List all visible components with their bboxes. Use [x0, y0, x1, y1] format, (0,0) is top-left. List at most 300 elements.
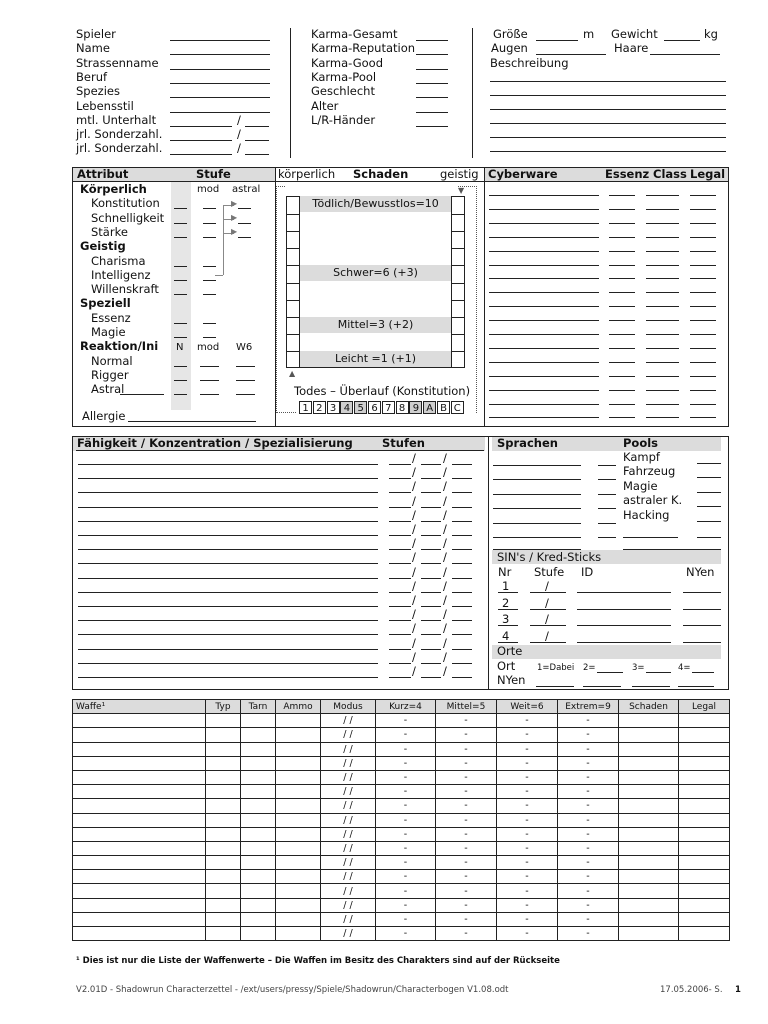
cyberware-essence-field[interactable] — [609, 265, 635, 266]
cyberware-class-field[interactable] — [646, 209, 679, 210]
weapon-cell[interactable] — [206, 856, 241, 870]
description-line[interactable] — [490, 81, 726, 82]
weapon-cell[interactable]: - — [497, 770, 558, 784]
cyberware-essence-field[interactable] — [609, 320, 635, 321]
pool-field[interactable] — [697, 506, 721, 507]
cyberware-class-field[interactable] — [646, 223, 679, 224]
attribute-n-field[interactable] — [174, 223, 187, 224]
language-level-field[interactable] — [598, 494, 616, 495]
reaction-mod-field[interactable] — [200, 394, 219, 395]
skill-level-field[interactable] — [389, 677, 411, 678]
skill-level-field[interactable] — [389, 521, 411, 522]
weapon-cell[interactable] — [206, 799, 241, 813]
weapon-cell[interactable] — [619, 813, 679, 827]
weapon-cell[interactable]: - — [497, 728, 558, 742]
cyberware-legal-field[interactable] — [690, 362, 716, 363]
weapon-cell[interactable] — [73, 728, 206, 742]
weapon-cell[interactable]: - — [436, 813, 497, 827]
attribute-astral-field[interactable] — [238, 223, 251, 224]
language-level-field[interactable] — [598, 508, 616, 509]
cyberware-essence-field[interactable] — [609, 334, 635, 335]
weapon-cell[interactable] — [679, 870, 730, 884]
weapon-cell[interactable]: - — [558, 756, 619, 770]
skill-field[interactable] — [78, 578, 378, 579]
weapon-cell[interactable] — [206, 912, 241, 926]
weapon-cell[interactable]: - — [376, 756, 436, 770]
sin-level-field[interactable] — [530, 625, 566, 626]
cyberware-legal-field[interactable] — [690, 320, 716, 321]
damage-box[interactable] — [452, 214, 464, 215]
weapon-cell[interactable] — [276, 870, 321, 884]
reaction-w6-field[interactable] — [236, 366, 255, 367]
cyberware-name-field[interactable] — [489, 237, 599, 238]
weapon-cell[interactable]: - — [376, 884, 436, 898]
cyberware-name-field[interactable] — [489, 292, 599, 293]
language-level-field[interactable] — [598, 537, 616, 538]
weapon-cell[interactable] — [73, 799, 206, 813]
cyberware-name-field[interactable] — [489, 348, 599, 349]
ort-field[interactable] — [646, 672, 671, 673]
weapon-cell[interactable] — [241, 912, 276, 926]
weapon-cell[interactable]: / / — [321, 813, 376, 827]
weapon-cell[interactable] — [619, 770, 679, 784]
weapon-cell[interactable]: - — [436, 770, 497, 784]
weapon-cell[interactable]: - — [497, 799, 558, 813]
weight-field[interactable] — [664, 40, 700, 41]
description-line[interactable] — [490, 151, 726, 152]
language-field[interactable] — [493, 523, 581, 524]
weapon-cell[interactable]: - — [376, 927, 436, 941]
damage-box[interactable] — [287, 283, 299, 284]
cyberware-essence-field[interactable] — [609, 292, 635, 293]
weapon-cell[interactable]: / / — [321, 785, 376, 799]
weapon-cell[interactable] — [206, 841, 241, 855]
skill-field[interactable] — [78, 464, 378, 465]
weapon-cell[interactable]: / / — [321, 927, 376, 941]
cyberware-essence-field[interactable] — [609, 237, 635, 238]
attribute-mod-field[interactable] — [203, 323, 216, 324]
weapon-cell[interactable] — [276, 728, 321, 742]
weapon-cell[interactable]: - — [436, 912, 497, 926]
hair-field[interactable] — [650, 54, 720, 55]
weapon-cell[interactable] — [241, 742, 276, 756]
skill-field[interactable] — [78, 507, 378, 508]
skill-field[interactable] — [78, 606, 378, 607]
weapon-cell[interactable] — [276, 856, 321, 870]
sin-level-field[interactable] — [530, 642, 566, 643]
cyberware-name-field[interactable] — [489, 209, 599, 210]
skill-level-field[interactable] — [389, 535, 411, 536]
weapon-cell[interactable] — [679, 728, 730, 742]
weapon-cell[interactable] — [241, 870, 276, 884]
weapon-cell[interactable] — [276, 785, 321, 799]
cyberware-class-field[interactable] — [646, 195, 679, 196]
skill-field[interactable] — [78, 677, 378, 678]
skill-level-field[interactable] — [421, 535, 441, 536]
attribute-n-field[interactable] — [174, 323, 187, 324]
reaction-n-field[interactable] — [174, 380, 187, 381]
weapon-cell[interactable] — [206, 714, 241, 728]
weapon-cell[interactable] — [73, 770, 206, 784]
overflow-box[interactable]: 3 — [327, 401, 340, 414]
skill-level-field[interactable] — [421, 464, 441, 465]
ort-field[interactable] — [692, 672, 714, 673]
weapon-cell[interactable]: - — [376, 799, 436, 813]
eyes-field[interactable] — [536, 54, 606, 55]
personal-field[interactable] — [416, 83, 448, 84]
attribute-mod-field[interactable] — [203, 237, 216, 238]
weapon-cell[interactable]: / / — [321, 898, 376, 912]
damage-box[interactable] — [287, 300, 299, 301]
skill-level-field[interactable] — [421, 663, 441, 664]
description-line[interactable] — [490, 95, 726, 96]
weapon-cell[interactable]: / / — [321, 870, 376, 884]
cyberware-legal-field[interactable] — [690, 265, 716, 266]
weapon-cell[interactable] — [241, 813, 276, 827]
cyberware-essence-field[interactable] — [609, 278, 635, 279]
weapon-cell[interactable] — [241, 770, 276, 784]
weapon-cell[interactable] — [241, 785, 276, 799]
pool-field[interactable] — [697, 463, 721, 464]
skill-level-field[interactable] — [421, 549, 441, 550]
ort-nyen-field[interactable] — [632, 686, 670, 687]
overflow-box[interactable]: C — [451, 401, 464, 414]
personal-field[interactable] — [416, 97, 448, 98]
cyberware-essence-field[interactable] — [609, 348, 635, 349]
cyberware-name-field[interactable] — [489, 251, 599, 252]
stun-damage-track[interactable] — [451, 196, 465, 368]
skill-level-field[interactable] — [421, 649, 441, 650]
skill-level-field[interactable] — [452, 535, 472, 536]
damage-box[interactable] — [452, 300, 464, 301]
weapon-cell[interactable]: - — [376, 898, 436, 912]
weapon-cell[interactable]: - — [436, 898, 497, 912]
weapon-cell[interactable]: - — [376, 813, 436, 827]
weapon-cell[interactable] — [619, 714, 679, 728]
weapon-cell[interactable] — [241, 714, 276, 728]
weapon-cell[interactable] — [619, 785, 679, 799]
overflow-box[interactable]: 6 — [368, 401, 381, 414]
weapon-cell[interactable] — [206, 785, 241, 799]
weapon-cell[interactable]: - — [436, 856, 497, 870]
weapon-cell[interactable] — [73, 841, 206, 855]
ort-field[interactable] — [597, 672, 623, 673]
skill-level-field[interactable] — [421, 592, 441, 593]
sin-nr-field[interactable] — [498, 609, 518, 610]
weapon-cell[interactable]: - — [558, 841, 619, 855]
cyberware-legal-field[interactable] — [690, 237, 716, 238]
cyberware-essence-field[interactable] — [609, 251, 635, 252]
weapon-cell[interactable]: - — [558, 827, 619, 841]
weapon-cell[interactable]: - — [376, 841, 436, 855]
weapon-cell[interactable]: / / — [321, 912, 376, 926]
skill-level-field[interactable] — [389, 578, 411, 579]
cyberware-class-field[interactable] — [646, 265, 679, 266]
language-level-field[interactable] — [598, 479, 616, 480]
damage-box[interactable] — [452, 317, 464, 318]
weapon-cell[interactable] — [241, 841, 276, 855]
skill-level-field[interactable] — [389, 549, 411, 550]
cyberware-essence-field[interactable] — [609, 390, 635, 391]
weapon-cell[interactable] — [679, 856, 730, 870]
pool-field[interactable] — [697, 477, 721, 478]
damage-box[interactable] — [452, 231, 464, 232]
weapon-cell[interactable] — [619, 912, 679, 926]
sin-nyen-field[interactable] — [683, 609, 721, 610]
attribute-mod-field[interactable] — [203, 266, 216, 267]
attribute-astral-field[interactable] — [238, 208, 251, 209]
weapon-cell[interactable] — [679, 912, 730, 926]
weapon-cell[interactable]: - — [436, 870, 497, 884]
skill-field[interactable] — [78, 592, 378, 593]
ort-nyen-field[interactable] — [536, 686, 574, 687]
skill-level-field[interactable] — [421, 521, 441, 522]
weapon-cell[interactable] — [73, 742, 206, 756]
weapon-cell[interactable] — [619, 870, 679, 884]
damage-box[interactable] — [287, 231, 299, 232]
pool-field[interactable] — [697, 521, 721, 522]
weapon-cell[interactable]: - — [497, 756, 558, 770]
skill-level-field[interactable] — [389, 507, 411, 508]
attribute-n-field[interactable] — [174, 208, 187, 209]
personal-field[interactable] — [416, 69, 448, 70]
skill-level-field[interactable] — [421, 563, 441, 564]
astral-extra-field[interactable] — [120, 394, 164, 395]
weapon-cell[interactable]: - — [497, 714, 558, 728]
damage-box[interactable] — [287, 334, 299, 335]
skill-level-field[interactable] — [452, 563, 472, 564]
attribute-mod-field[interactable] — [203, 208, 216, 209]
skill-level-field[interactable] — [389, 649, 411, 650]
weapon-cell[interactable] — [679, 841, 730, 855]
weapon-cell[interactable] — [73, 756, 206, 770]
skill-level-field[interactable] — [421, 578, 441, 579]
sin-nr-field[interactable] — [498, 642, 518, 643]
ort-nyen-field[interactable] — [678, 686, 714, 687]
sin-nyen-field[interactable] — [683, 625, 721, 626]
language-field[interactable] — [493, 479, 581, 480]
skill-level-field[interactable] — [389, 592, 411, 593]
cyberware-class-field[interactable] — [646, 278, 679, 279]
weapon-cell[interactable] — [241, 884, 276, 898]
weapon-cell[interactable] — [679, 927, 730, 941]
skill-level-field[interactable] — [389, 606, 411, 607]
weapon-cell[interactable] — [206, 756, 241, 770]
cyberware-class-field[interactable] — [646, 237, 679, 238]
personal-field[interactable] — [170, 126, 232, 127]
weapon-cell[interactable]: - — [497, 898, 558, 912]
cyberware-class-field[interactable] — [646, 334, 679, 335]
cyberware-class-field[interactable] — [646, 348, 679, 349]
attribute-n-field[interactable] — [174, 280, 187, 281]
skill-field[interactable] — [78, 620, 378, 621]
description-line[interactable] — [490, 123, 726, 124]
overflow-box[interactable]: 1 — [299, 401, 312, 414]
reaction-n-field[interactable] — [174, 394, 187, 395]
cyberware-name-field[interactable] — [489, 195, 599, 196]
weapon-cell[interactable] — [619, 841, 679, 855]
skill-level-field[interactable] — [452, 634, 472, 635]
weapon-cell[interactable] — [206, 770, 241, 784]
weapon-cell[interactable]: - — [376, 742, 436, 756]
language-level-field[interactable] — [598, 523, 616, 524]
weapon-cell[interactable]: - — [497, 742, 558, 756]
weapon-cell[interactable] — [206, 728, 241, 742]
skill-level-field[interactable] — [452, 649, 472, 650]
weapon-cell[interactable] — [276, 841, 321, 855]
description-line[interactable] — [490, 137, 726, 138]
weapon-cell[interactable]: - — [376, 728, 436, 742]
cyberware-essence-field[interactable] — [609, 306, 635, 307]
weapon-cell[interactable] — [619, 884, 679, 898]
weapon-cell[interactable] — [276, 799, 321, 813]
weapon-cell[interactable] — [73, 927, 206, 941]
weapon-cell[interactable] — [241, 927, 276, 941]
attribute-n-field[interactable] — [174, 294, 187, 295]
cyberware-legal-field[interactable] — [690, 306, 716, 307]
weapon-cell[interactable] — [241, 728, 276, 742]
personal-field[interactable] — [170, 40, 270, 41]
weapon-cell[interactable] — [276, 756, 321, 770]
cyberware-legal-field[interactable] — [690, 404, 716, 405]
attribute-mod-field[interactable] — [203, 294, 216, 295]
weapon-cell[interactable]: - — [436, 756, 497, 770]
weapon-cell[interactable] — [276, 884, 321, 898]
skill-level-field[interactable] — [452, 464, 472, 465]
cyberware-legal-field[interactable] — [690, 390, 716, 391]
skill-level-field[interactable] — [389, 478, 411, 479]
cyberware-name-field[interactable] — [489, 334, 599, 335]
personal-field[interactable] — [170, 54, 270, 55]
damage-box[interactable] — [287, 265, 299, 266]
overflow-box[interactable]: 5 — [354, 401, 367, 414]
cyberware-class-field[interactable] — [646, 390, 679, 391]
cyberware-class-field[interactable] — [646, 404, 679, 405]
skill-level-field[interactable] — [389, 620, 411, 621]
weapon-cell[interactable] — [73, 827, 206, 841]
weapon-cell[interactable]: - — [436, 827, 497, 841]
weapon-cell[interactable] — [619, 927, 679, 941]
overflow-box[interactable]: 8 — [396, 401, 409, 414]
weapon-cell[interactable]: - — [497, 813, 558, 827]
weapon-cell[interactable]: / / — [321, 742, 376, 756]
weapon-cell[interactable] — [73, 898, 206, 912]
weapon-cell[interactable]: - — [436, 884, 497, 898]
weapon-cell[interactable] — [241, 856, 276, 870]
weapon-cell[interactable]: - — [558, 884, 619, 898]
skill-level-field[interactable] — [421, 677, 441, 678]
weapon-cell[interactable]: - — [558, 785, 619, 799]
sin-id-field[interactable] — [577, 592, 671, 593]
cyberware-name-field[interactable] — [489, 320, 599, 321]
cyberware-name-field[interactable] — [489, 306, 599, 307]
sin-id-field[interactable] — [577, 625, 671, 626]
cyberware-name-field[interactable] — [489, 362, 599, 363]
weapon-cell[interactable]: / / — [321, 756, 376, 770]
skill-level-field[interactable] — [452, 478, 472, 479]
sin-nyen-field[interactable] — [683, 592, 721, 593]
weapon-cell[interactable]: / / — [321, 856, 376, 870]
weapon-cell[interactable] — [73, 912, 206, 926]
weapon-cell[interactable] — [679, 827, 730, 841]
sin-nr-field[interactable] — [498, 625, 518, 626]
reaction-n-field[interactable] — [174, 366, 187, 367]
reaction-w6-field[interactable] — [236, 380, 255, 381]
skill-field[interactable] — [78, 563, 378, 564]
weapon-cell[interactable]: - — [558, 742, 619, 756]
weapon-cell[interactable]: - — [497, 927, 558, 941]
cyberware-legal-field[interactable] — [690, 348, 716, 349]
physical-damage-track[interactable] — [286, 196, 300, 368]
weapon-cell[interactable] — [276, 927, 321, 941]
weapon-cell[interactable] — [206, 884, 241, 898]
description-line[interactable] — [490, 109, 726, 110]
sin-nr-field[interactable] — [498, 592, 518, 593]
damage-box[interactable] — [452, 351, 464, 352]
skill-level-field[interactable] — [452, 592, 472, 593]
skill-level-field[interactable] — [452, 492, 472, 493]
skill-level-field[interactable] — [421, 507, 441, 508]
weapon-cell[interactable] — [276, 714, 321, 728]
weapon-cell[interactable]: - — [497, 841, 558, 855]
damage-box[interactable] — [452, 334, 464, 335]
weapon-cell[interactable]: - — [436, 841, 497, 855]
weapon-cell[interactable]: - — [558, 813, 619, 827]
cyberware-class-field[interactable] — [646, 306, 679, 307]
weapon-cell[interactable] — [619, 728, 679, 742]
personal-field[interactable] — [245, 126, 269, 127]
weapon-cell[interactable] — [73, 785, 206, 799]
weapon-cell[interactable] — [241, 898, 276, 912]
personal-field[interactable] — [170, 97, 270, 98]
skill-field[interactable] — [78, 634, 378, 635]
weapon-cell[interactable] — [73, 813, 206, 827]
weapon-cell[interactable]: - — [558, 898, 619, 912]
skill-level-field[interactable] — [452, 521, 472, 522]
skill-field[interactable] — [78, 478, 378, 479]
weapon-cell[interactable] — [206, 870, 241, 884]
weapon-cell[interactable]: - — [376, 870, 436, 884]
damage-box[interactable] — [287, 317, 299, 318]
size-field[interactable] — [536, 40, 578, 41]
damage-box[interactable] — [452, 283, 464, 284]
weapon-cell[interactable]: - — [376, 856, 436, 870]
personal-field[interactable] — [170, 140, 232, 141]
cyberware-name-field[interactable] — [489, 376, 599, 377]
skill-field[interactable] — [78, 535, 378, 536]
attribute-mod-field[interactable] — [203, 223, 216, 224]
personal-field[interactable] — [245, 154, 269, 155]
cyberware-legal-field[interactable] — [690, 376, 716, 377]
weapon-cell[interactable] — [679, 898, 730, 912]
cyberware-essence-field[interactable] — [609, 195, 635, 196]
damage-box[interactable] — [287, 214, 299, 215]
weapon-cell[interactable]: - — [497, 884, 558, 898]
damage-box[interactable] — [452, 265, 464, 266]
weapon-cell[interactable]: / / — [321, 770, 376, 784]
weapon-cell[interactable] — [276, 898, 321, 912]
skill-level-field[interactable] — [389, 563, 411, 564]
weapon-cell[interactable] — [679, 884, 730, 898]
weapon-cell[interactable]: / / — [321, 884, 376, 898]
personal-field[interactable] — [170, 83, 270, 84]
language-field[interactable] — [493, 508, 581, 509]
weapon-cell[interactable] — [679, 770, 730, 784]
cyberware-name-field[interactable] — [489, 404, 599, 405]
skill-level-field[interactable] — [421, 634, 441, 635]
reaction-mod-field[interactable] — [200, 366, 219, 367]
weapon-cell[interactable] — [206, 827, 241, 841]
